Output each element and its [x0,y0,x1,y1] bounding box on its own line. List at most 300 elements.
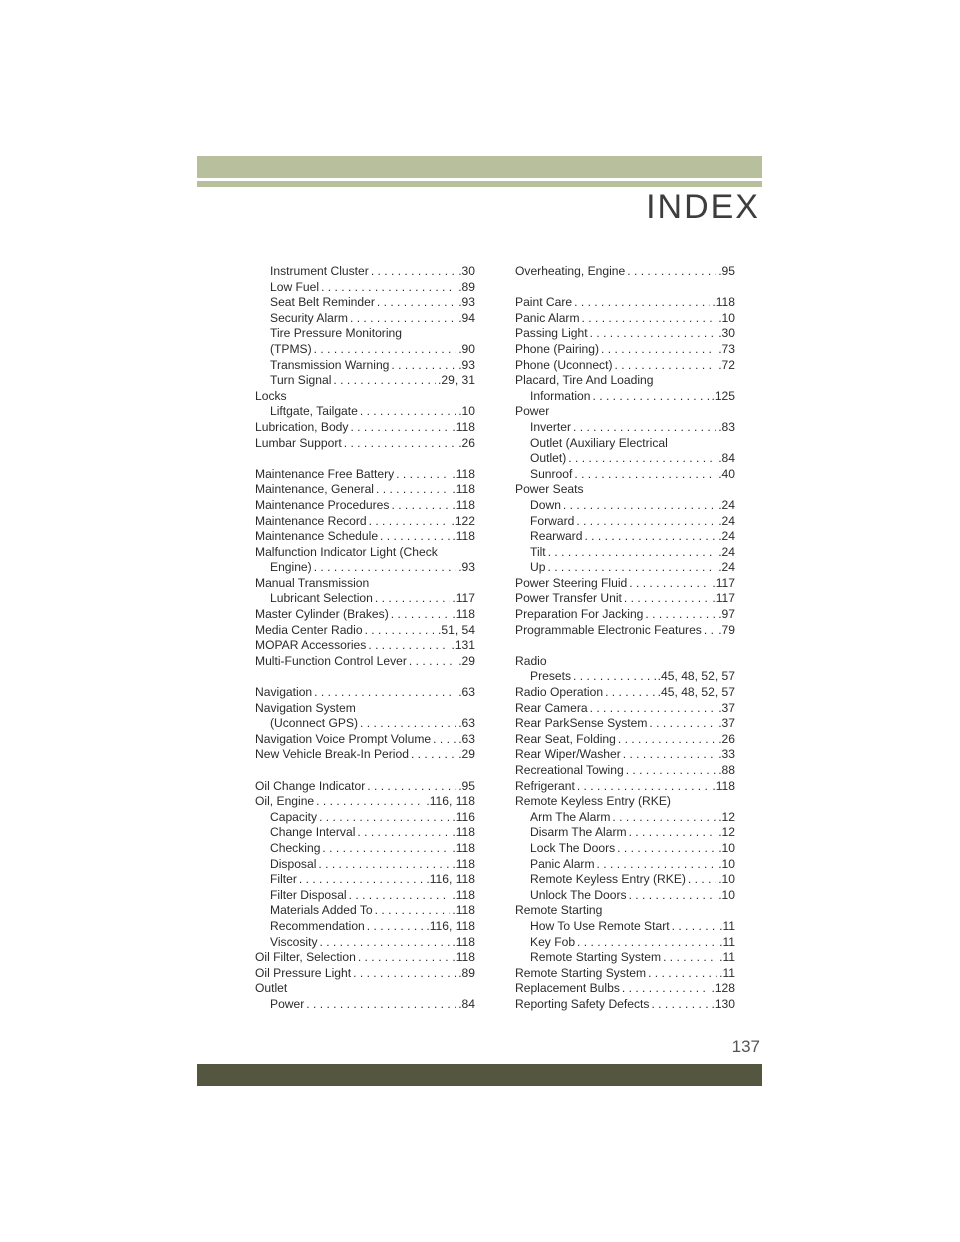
index-page-ref: .11 [719,934,735,949]
index-term: Presets [530,669,571,684]
index-term: Lock The Doors [530,840,616,855]
index-term: Passing Light [515,326,588,341]
index-entry [255,716,475,732]
dot-leader [622,981,710,997]
index-term: Power [270,996,305,1011]
index-entry [515,326,735,342]
header-stripe [197,181,762,187]
index-page-ref: .131 [451,638,475,653]
index-page-ref: .118 [452,825,475,840]
index-page-ref: .128 [711,981,735,996]
header-band [197,156,762,178]
index-term: Liftgate, Tailgate [270,404,358,419]
index-term: Outlet) [530,451,567,466]
index-term: Recreational Towing [515,763,624,777]
index-entry [255,545,475,561]
index-page-ref: .24 [718,544,735,559]
index-page-ref: .40 [718,466,735,481]
index-term: Phone (Uconnect) [515,357,613,372]
index-term: Lubrication, Body [255,419,349,434]
index-entry [255,560,475,576]
index-term: Filter Disposal [270,887,347,902]
index-entry [255,389,475,405]
index-entry [255,591,475,607]
page-number: 137 [731,1037,760,1056]
index-page-ref: .118 [452,856,475,871]
index-page-ref: .37 [718,700,735,715]
index-term: Maintenance, General [255,482,374,497]
index-entry [255,810,475,826]
index-term: Down [530,497,561,512]
index-page-ref: .63 [458,685,475,700]
index-page-ref: .118 [452,466,475,481]
index-page-ref: .117 [712,575,735,590]
dot-leader [576,514,716,530]
index-entry [255,342,475,358]
index-entry [255,779,475,795]
dot-leader [353,966,456,982]
dot-leader [574,295,710,311]
index-term: Remote Keyless Entry (RKE) [530,872,686,887]
index-entry [515,997,735,1013]
index-entry [255,903,475,919]
index-page-ref: .10 [718,887,735,902]
index-entry [255,514,475,530]
index-term: Navigation [255,685,313,700]
dot-leader [568,451,716,467]
index-page-ref: .116, 118 [426,794,475,809]
dot-leader [627,264,716,280]
index-term: Multi-Function Control Lever [255,653,407,668]
index-entry [515,872,735,888]
index-term: Oil Change Indicator [255,778,366,793]
index-page-ref: .130 [711,996,735,1011]
index-page-ref: .73 [718,341,735,356]
index-page-ref: .45, 48, 52, 57 [657,669,735,684]
dot-leader [547,560,716,576]
index-term: Tilt [530,544,546,559]
index-term: Capacity [270,809,318,824]
index-term: Power Steering Fluid [515,575,628,590]
dot-leader [411,747,456,763]
index-term: Lumbar Support [255,435,342,450]
dot-leader [314,560,457,576]
index-page-ref: .29 [458,747,475,762]
index-term: Locks [255,388,287,403]
index-term: Tire Pressure Monitoring [270,326,402,341]
dot-leader [563,498,716,514]
index-entry [255,264,475,280]
index-term: Arm The Alarm [530,809,611,824]
dot-leader [612,810,716,826]
index-entry [255,638,475,654]
index-term: Refrigerant [515,778,575,793]
index-term: Instrument Cluster [270,264,369,278]
index-term: Change Interval [270,825,356,840]
index-page-ref: .122 [451,513,475,528]
index-page-ref: .29 [458,653,475,668]
index-term: Panic Alarm [530,856,595,871]
index-term: Paint Care [515,295,573,310]
index-entry [515,420,735,436]
index-page-ref: .24 [718,497,735,512]
dot-leader [573,420,716,436]
index-term: Maintenance Record [255,513,367,528]
index-term: Programmable Electronic Features [515,622,702,637]
index-term: Lubricant Selection [270,591,373,606]
index-term: Outlet [255,981,288,996]
index-entry [515,716,735,732]
index-page-ref: .24 [718,513,735,528]
index-page-ref: .118 [712,295,735,310]
index-entry [515,919,735,935]
index-page-ref: .30 [458,264,475,278]
index-entry [515,950,735,966]
index-entry [255,747,475,763]
index-page-ref: .118 [452,887,475,902]
index-entry [255,825,475,841]
dot-leader [314,342,457,358]
index-entry [255,467,475,483]
index-entry [255,295,475,311]
dot-leader [590,326,717,342]
index-term: Outlet (Auxiliary Electrical [530,435,668,450]
index-column-right [515,264,735,1013]
index-entry [515,903,735,919]
index-entry [255,482,475,498]
index-page-ref: .37 [718,716,735,731]
index-page-ref: .125 [711,388,735,403]
index-entry [255,498,475,514]
dot-leader [409,654,456,670]
index-page-ref: .118 [712,778,735,793]
dot-leader [601,342,716,358]
dot-leader [360,716,456,732]
index-term: Maintenance Procedures [255,497,390,512]
index-term: Disarm The Alarm [530,825,627,840]
index-term: Filter [270,872,297,887]
index-term: Oil, Engine [255,794,315,809]
index-page-ref: .90 [458,341,475,356]
index-entry [255,732,475,748]
index-term: Rear ParkSense System [515,716,648,731]
index-entry [515,404,735,420]
index-term: Rearward [530,529,583,544]
index-term: Rear Seat, Folding [515,731,616,746]
dot-leader [645,607,716,623]
index-entry [515,591,735,607]
dot-leader [316,794,424,810]
dot-leader [618,732,716,748]
dot-leader [360,404,456,420]
index-term: Transmission Warning [270,357,390,372]
index-page-ref: .10 [718,840,735,855]
index-term: Turn Signal [270,373,332,388]
dot-leader [617,841,716,857]
index-term: Power Transfer Unit [515,591,622,606]
dot-leader [623,747,716,763]
dot-leader [367,779,456,795]
dot-leader [624,591,710,607]
index-entry [515,841,735,857]
index-page-ref: .118 [452,607,475,622]
index-page-ref: .118 [452,419,475,434]
index-entry [515,545,735,561]
index-term: Master Cylinder (Brakes) [255,607,389,622]
dot-leader [319,810,450,826]
index-term: Navigation System [255,700,356,715]
index-entry [515,436,735,452]
dot-leader [391,498,450,514]
index-page-ref: .26 [458,435,475,450]
dot-leader [574,467,716,483]
dot-leader [320,935,451,951]
index-entry [255,841,475,857]
index-page-ref: .95 [718,264,735,278]
index-page-ref: .10 [458,404,475,419]
index-term: Manual Transmission [255,575,370,590]
dot-leader [377,295,456,311]
index-term: Preparation For Jacking [515,607,644,622]
index-page-ref: .118 [452,529,475,544]
index-term: Malfunction Indicator Light (Check [255,544,438,559]
index-term: Sunroof [530,466,573,481]
dot-leader [590,701,717,717]
dot-leader [663,950,717,966]
index-entry [255,685,475,701]
index-term: (Uconnect GPS) [270,716,359,731]
index-page-ref: .63 [458,731,475,746]
index-page-ref: .26 [718,731,735,746]
index-page-ref: .51, 54 [438,622,475,637]
index-entry [515,935,735,951]
dot-leader [597,857,717,873]
index-term: Disposal [270,856,317,871]
index-term: Key Fob [530,934,576,949]
dot-leader [357,825,450,841]
index-term: Remote Keyless Entry (RKE) [515,794,671,809]
dot-leader [577,935,717,951]
dot-leader [368,638,449,654]
index-page-ref: .79 [718,622,735,637]
dot-leader [299,872,424,888]
index-entry [515,732,735,748]
index-entry [255,420,475,436]
index-entry [255,857,475,873]
index-term: Replacement Bulbs [515,981,620,996]
dot-leader [548,545,717,561]
footer-band [197,1064,762,1086]
index-page-ref: .72 [718,357,735,372]
index-entry [515,264,735,280]
index-term: Unlock The Doors [530,887,627,902]
dot-leader [629,576,710,592]
index-page-ref: .84 [458,996,475,1011]
dot-leader [375,903,451,919]
index-page-ref: .118 [452,482,475,497]
index-term: (TPMS) [270,341,312,356]
dot-leader [629,825,717,841]
index-term: Rear Wiper/Washer [515,747,621,762]
index-term: Oil Pressure Light [255,965,352,980]
index-page-ref: .118 [452,934,475,949]
index-entry [255,966,475,982]
index-entry [515,467,735,483]
index-page-ref: .93 [458,560,475,575]
index-page-ref: .83 [718,419,735,434]
index-page-ref: .89 [458,965,475,980]
index-entry [515,529,735,545]
dot-leader [375,591,450,607]
index-entry [255,981,475,997]
index-term: Rear Camera [515,700,588,715]
index-entry [515,576,735,592]
index-entry [255,436,475,452]
index-entry [255,701,475,717]
index-entry [515,747,735,763]
index-page-ref: .10 [718,310,735,325]
index-entry [255,935,475,951]
index-entry [515,342,735,358]
index-entry [515,607,735,623]
index-page-ref: .45, 48, 52, 57 [657,685,735,700]
index-term: Power [515,404,550,419]
index-term: Media Center Radio [255,622,363,637]
index-page-ref: .11 [719,918,735,933]
dot-leader [333,373,436,389]
index-page-ref: .116 [452,809,475,824]
index-page-ref: .117 [452,591,475,606]
index-term: Panic Alarm [515,310,580,325]
dot-leader [396,467,450,483]
dot-leader [369,514,450,530]
dot-leader [648,966,717,982]
index-entry [515,981,735,997]
dot-leader [688,872,716,888]
index-page-ref: .10 [718,856,735,871]
index-entry [255,950,475,966]
dot-leader [350,420,450,436]
index-entry [515,654,735,670]
index-term: How To Use Remote Start [530,918,670,933]
index-page-ref: .116, 118 [426,872,475,887]
index-entry [255,997,475,1013]
index-entry [515,389,735,405]
index-page-ref: .12 [718,825,735,840]
index-entry [255,654,475,670]
index-entry [255,888,475,904]
index-page-ref: .118 [452,903,475,918]
index-entry [515,685,735,701]
index-page-ref: .11 [719,950,735,965]
index-term: Recommendation [270,918,365,933]
dot-leader [573,669,656,685]
index-term: Forward [530,513,575,528]
index-page-ref: .30 [718,326,735,341]
index-page-ref: .93 [458,357,475,372]
index-entry [515,295,735,311]
dot-leader [349,888,451,904]
index-entry [255,872,475,888]
page-title: INDEX [646,188,760,226]
index-term: Seat Belt Reminder [270,295,375,310]
index-term: Inverter [530,419,571,434]
index-page-ref: .97 [718,607,735,622]
index-entry [255,623,475,639]
index-page-ref: .63 [458,716,475,731]
index-column-left [255,264,475,1013]
index-page-ref: .88 [718,763,735,777]
index-page-ref: .118 [452,497,475,512]
dot-leader [380,529,450,545]
index-term: Low Fuel [270,279,320,294]
index-page-ref: .93 [458,295,475,310]
index-page-ref: .118 [452,950,475,965]
dot-leader [672,919,717,935]
index-page-ref: .116, 118 [426,918,475,933]
dot-leader [626,763,717,779]
dot-leader [391,358,456,374]
index-term: Checking [270,840,321,855]
dot-leader [371,264,456,280]
index-page-ref: .33 [718,747,735,762]
dot-leader [614,358,716,374]
index-term: Phone (Pairing) [515,341,600,356]
index-term: Power Seats [515,482,584,497]
index-page-ref: .10 [718,872,735,887]
index-term: Materials Added To [270,903,373,918]
index-entry [255,326,475,342]
index-term: Oil Filter, Selection [255,950,356,965]
index-entry [515,669,735,685]
index-page-ref: .29, 31 [438,373,475,388]
index-entry [515,825,735,841]
index-entry [515,810,735,826]
dot-leader [306,997,456,1013]
dot-leader [582,311,717,327]
index-entry [255,529,475,545]
index-term: Radio [515,653,547,668]
dot-leader [314,685,456,701]
dot-leader [704,623,716,639]
index-entry [515,701,735,717]
index-term: MOPAR Accessories [255,638,367,653]
index-entry [515,794,735,810]
index-entry [515,560,735,576]
dot-leader [322,841,450,857]
index-term: Remote Starting [515,903,603,918]
index-entry [515,358,735,374]
index-term: Viscosity [270,934,318,949]
dot-leader [365,623,436,639]
dot-leader [318,857,450,873]
index-entry [515,857,735,873]
index-entry [515,482,735,498]
index-term: Security Alarm [270,310,348,325]
dot-leader [629,888,717,904]
index-entry [255,607,475,623]
dot-leader [391,607,451,623]
dot-leader [584,529,716,545]
index-term: Overheating, Engine [515,264,626,278]
index-page-ref: .24 [718,560,735,575]
dot-leader [367,919,425,935]
dot-leader [321,280,456,296]
index-page-ref: .12 [718,809,735,824]
index-page-ref: .24 [718,529,735,544]
index-term: Up [530,560,546,575]
dot-leader [577,779,711,795]
